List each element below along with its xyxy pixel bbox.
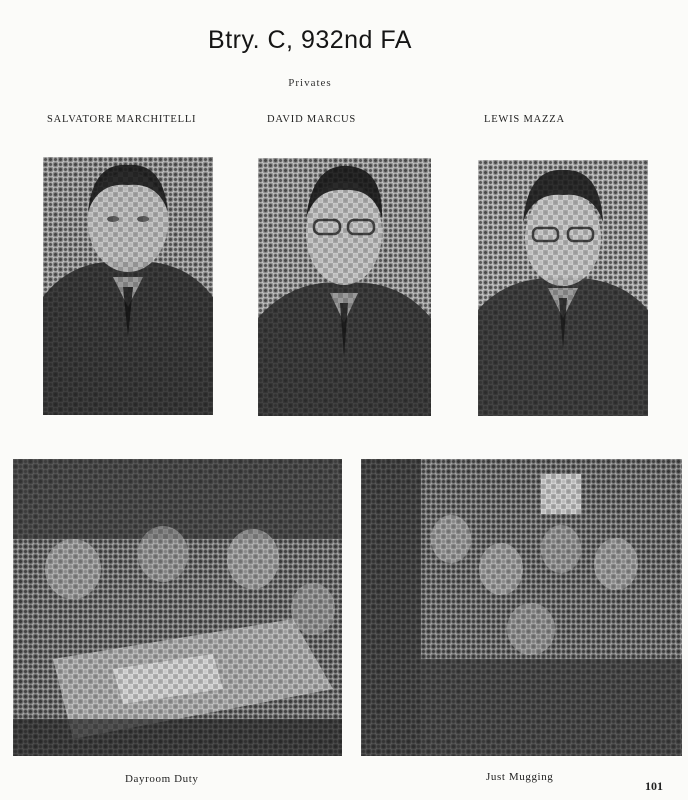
portrait-name-2: DAVID MARCUS — [267, 114, 357, 125]
portrait-name-1: SALVATORE MARCHITELLI — [47, 114, 197, 125]
page-title: Btry. C, 932nd FA — [208, 26, 412, 54]
caption-just-mugging: Just Mugging — [486, 771, 554, 783]
portrait-name-3: LEWIS MAZZA — [484, 114, 565, 125]
group-photo-dayroom-duty — [13, 459, 342, 756]
portrait-photo-1 — [43, 157, 213, 415]
rank-heading: Privates — [288, 77, 332, 89]
group-photo-just-mugging — [361, 459, 682, 756]
page-number: 101 — [645, 779, 663, 793]
portrait-photo-3 — [478, 160, 648, 416]
caption-dayroom-duty: Dayroom Duty — [125, 773, 199, 785]
portrait-photo-2 — [258, 158, 431, 416]
